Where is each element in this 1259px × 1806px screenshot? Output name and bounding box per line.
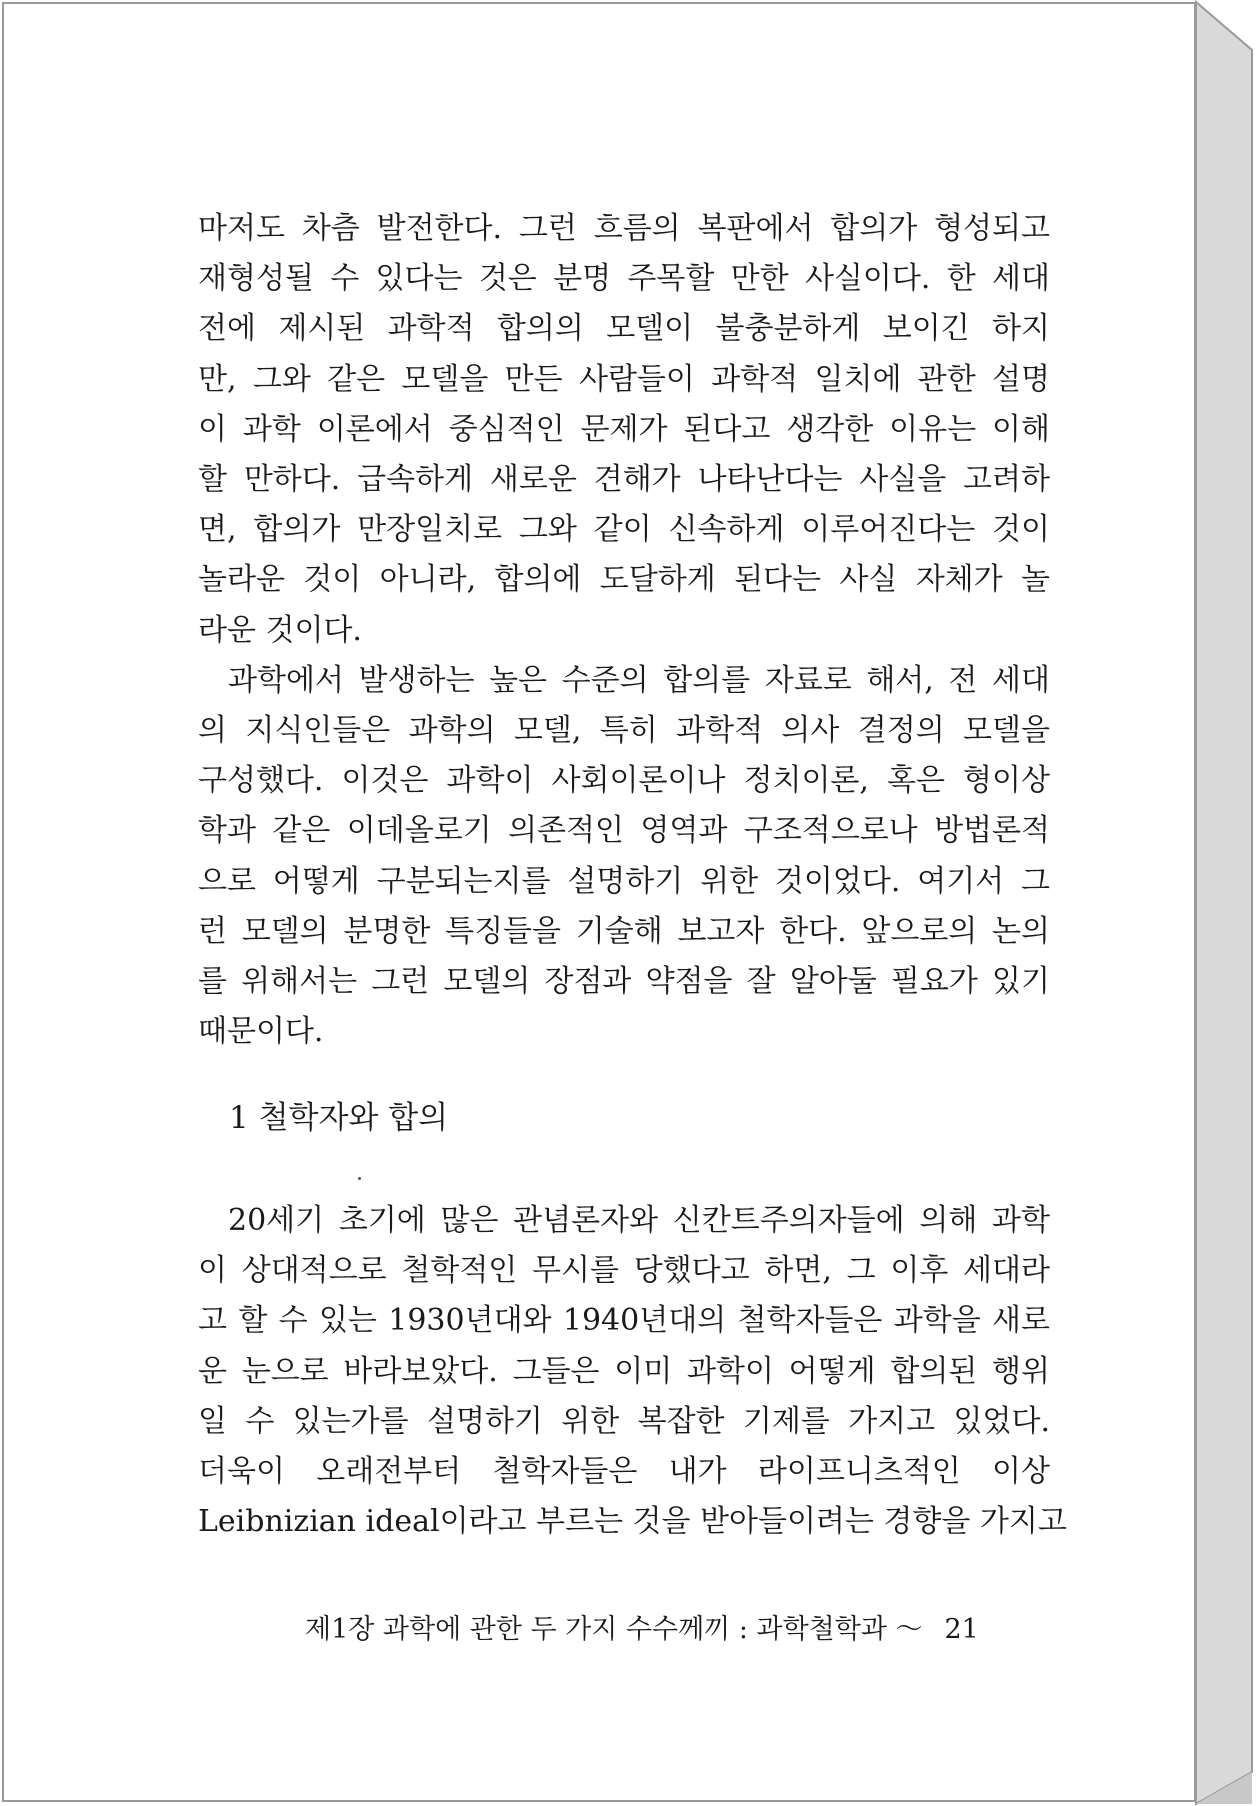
text-line: 라운 것이다. [198, 612, 362, 648]
text-line: 일 수 있는가를 설명하기 위한 복잡한 기제를 가지고 있었다. [198, 1403, 1050, 1439]
text-line: 으로 어떻게 구분되는지를 설명하기 위한 것이었다. 여기서 그 [198, 863, 1050, 899]
text-line: 마저도 차츰 발전한다. 그런 흐름의 복판에서 합의가 형성되고 [198, 211, 1050, 246]
text-line: 이 상대적으로 철학적인 무시를 당했다고 하면, 그 이후 세대라 [198, 1253, 1050, 1289]
text-line: Leibnizian ideal이라고 부르는 것을 받아들이려는 경향을 가지고 [198, 1504, 1067, 1540]
text-line: 런 모델의 분명한 특징들을 기술해 보고자 한다. 앞으로의 논의 [198, 913, 1050, 949]
text-line: 재형성될 수 있다는 것은 분명 주목할 만한 사실이다. 한 세대 [198, 261, 1050, 297]
text-line: 더욱이 오래전부터 철학자들은 내가 라이프니츠적인 이상 [198, 1454, 1050, 1490]
text-line: 전에 제시된 과학적 합의의 모델이 불충분하게 보이긴 하지 [198, 311, 1050, 347]
text-line: 20세기 초기에 많은 관념론자와 신칸트주의자들에 의해 과학 [228, 1203, 1050, 1238]
text-line: 운 눈으로 바라보았다. 그들은 이미 과학이 어떻게 합의된 행위 [198, 1353, 1050, 1389]
scan-speck [358, 1177, 361, 1180]
text-line: 이 과학 이론에서 중심적인 문제가 된다고 생각한 이유는 이해 [198, 411, 1050, 447]
paragraph-3 [198, 1196, 1067, 1547]
page-number: 21 [944, 1614, 979, 1645]
text-line: 를 위해서는 그런 모델의 장점과 약점을 잘 알아둘 필요가 있기 [198, 964, 1050, 1000]
text-line: 학과 같은 이데올로기 의존적인 영역과 구조적으로나 방법론적 [198, 813, 1050, 849]
text-line: 고 할 수 있는 1930년대와 1940년대의 철학자들은 과학을 새로 [198, 1303, 1050, 1339]
text-line: 구성했다. 이것은 과학이 사회이론이나 정치이론, 혹은 형이상 [198, 763, 1050, 799]
paragraph-1 [198, 204, 1050, 656]
page-footer [305, 1612, 979, 1648]
text-line: 면, 합의가 만장일치로 그와 같이 신속하게 이루어진다는 것이 [198, 512, 1050, 548]
text-line: 할 만하다. 급속하게 새로운 견해가 나타난다는 사실을 고려하 [198, 462, 1050, 498]
paragraph-2 [198, 656, 1050, 1058]
text-line: 만, 그와 같은 모델을 만든 사람들이 과학적 일치에 관한 설명 [198, 361, 1050, 397]
running-title: 제1장 과학에 관한 두 가지 수수께끼 : 과학철학과 ～ [305, 1614, 923, 1645]
body-text-top [198, 204, 1050, 1057]
section-heading: 1 철학자와 합의 [229, 1100, 449, 1136]
text-line: 의 지식인들은 과학의 모델, 특히 과학적 의사 결정의 모델을 [198, 713, 1050, 749]
body-text-bottom [198, 1196, 1067, 1547]
text-line: 놀라운 것이 아니라, 합의에 도달하게 된다는 사실 자체가 놀 [198, 562, 1050, 598]
text-line: 과학에서 발생하는 높은 수준의 합의를 자료로 해서, 전 세대 [228, 662, 1050, 698]
text-line: 때문이다. [198, 1014, 324, 1050]
